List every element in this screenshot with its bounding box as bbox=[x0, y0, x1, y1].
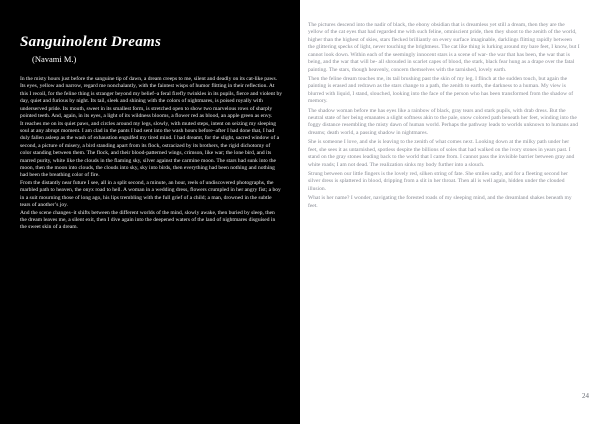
left-page-body bbox=[20, 76, 282, 232]
page-number: 24 bbox=[582, 392, 589, 400]
paragraph: It reaches me on its quiet paws, and circles around my legs, slowly, with muted steps, intent on seizing my sleeping soul at any abrupt moment. I am clad in the pants I had sent into the wash hours before–after I had done that, I had duly fallen asleep as the wash of exhaustion engulfed my tired mind. I had dreamt, for the slight, sacred window of a second, a picture of misery, a bird standing apart from its flock, ostracized by its brothers, the rigid dichotomy of color standing between them. The flock, and their blood-patterned wings, crimson, like war; the lone bird, and its marred purity, white like the clouds in the flaming sky, silver against the carmine moon. The stars had sunk into the moon, then the moon into clouds, the clouds into sky, sky into birds, then everything had been nothing and nothing had been the breathing color of fire. bbox=[20, 120, 280, 179]
paragraph: Strung between our little fingers is the lovely red, silken string of fate. She smiles sadly, and for a fleeting second her silver dress is splattered in blood, dripping from a slit in her throat. Then all is well again, hidden under the clouded illusion. bbox=[308, 171, 568, 192]
paragraph: The shadow woman before me has eyes like a rainbow of black, gray tears and stark pupils, with drab dress. But the neutral state of her being emanates a slight softness akin to the pale, snow colored path beneath her feet, winding into the foggy distance resembling the misty dawn of human world. Perhaps the pathway leads to worlds unknown to humans and dreams; death world, a passing shadow in nightmares. bbox=[308, 107, 579, 136]
right-page-body bbox=[308, 22, 580, 210]
paragraph: In the misty hours just before the sanguine tip of dawn, a dream creeps to me, silent and deadly on its cat-like paws. Its eyes, yellow and narrow, regard me nonchalantly, with the faintest wisps of humor flitting in their reflection. At this I recoil, for the feline thing is stranger beyond my belief–a feral firefly twinkles in its pupils, fierce and violent by day, quiet and furious by night. Its tail, sleek and shining with the colors of nightmares, is poised royally with underserved pride. Its mouth, sweet in its smallest form, is stretched open to show two marvelous rows of sharply pointed teeth. And, again, in its eyes, a light of its wildness blooms, a flower red as blood, an apple green as envy. bbox=[20, 76, 283, 120]
paragraph: What is her name? I wonder, navigating the forested roads of my sleeping mind, and the dreamland shakes beneath my feet. bbox=[308, 195, 572, 209]
paragraph: And the scene changes–it shifts between the different worlds of the mind, slowly awake, then buried by sleep, then the dream leaves me, a silent exit, then I dive again into the deepened waters of the land of nightmares disguised in the sweet skin of a dream. bbox=[20, 209, 276, 231]
paragraph: Then the feline dream touches me, its tail brushing past the skin of my leg. I flinch at the sudden touch, but again the painting is erased and redrawn as the stars change to a path, the zenith to earth, the darkness to a human. My view is blurred with liquid, I stand, slouched, looking into the face of the person who has been transformed from the shadow of memory. bbox=[308, 75, 574, 105]
paragraph: The pictures descend into the nadir of black, the ebony obsidian that is dreamless yet still a dream, then they are the yellow of the cat eyes that had regarded me with such feline, omniscient pride, then they shoot to the zenith of the world, higher than the highest of skies, stars flecked brilliantly on every surface imaginable, darklings flitting rapidly between the glittering specks of light, never touching the brightness. The cat like thing is lurking around my bare feet, I know, but I cannot look down. Within each of the seemingly innocent stars is a scene of war- the war that has been, the war that is being, and the war that will be- all shrouded in scarlet capes of blood, the stark, black fear hung as a drape over the fatal painting. The stars, though heavenly, concern themselves with the tarnished, lovely earth. bbox=[308, 22, 580, 73]
paragraph: She is someone I love, and she is leaving to the zenith of what comes next. Looking down at the milky path under her feet, she sees it as untarnished, spotless despite the billions of soles that had walked on the ivory stones in years past. I stand on the gray stones leading back to the world that I came from. I cannot pass the invisible barrier between gray and white roads; I am not dead. The realization sinks my body further into a slouch. bbox=[308, 139, 575, 168]
paragraph: From the distantly near future I see, all in a split second, a minute, an hour, reels of undiscovered photographs, the marbled path to heaven, the onyx road to hell. A woman in a wedding dress, flowers crumpled in her angry fist; a boy in a suit mourning those of long ago, his lips trembling with the full grief of a child; a man, drowned in the subtle tears of another’s joy. bbox=[20, 179, 281, 209]
author-name: (Navami M.) bbox=[32, 54, 77, 64]
poem-title: Sanguinolent Dreams bbox=[20, 34, 162, 50]
